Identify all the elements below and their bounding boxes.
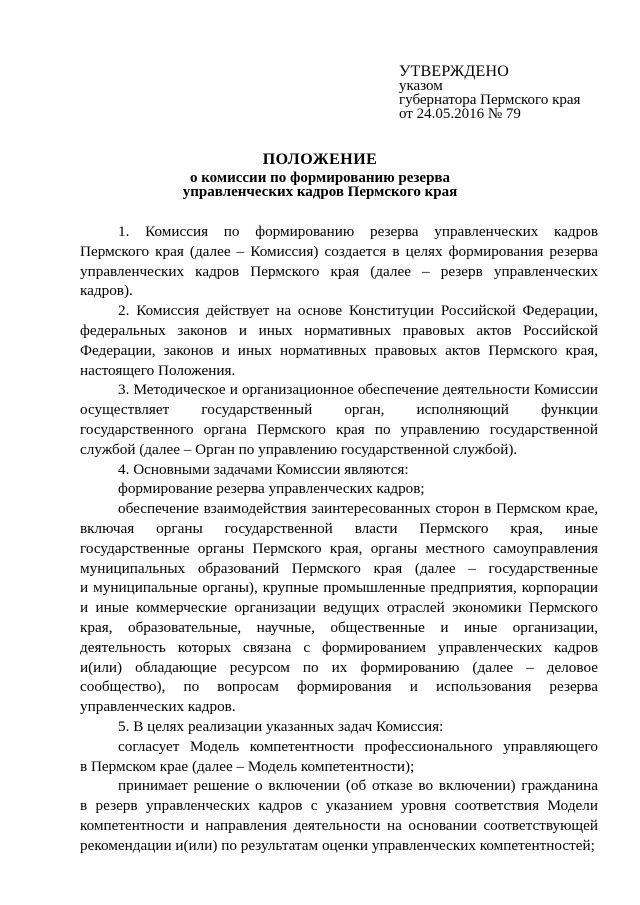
paragraph-line: 1. Комиссия по формированию резерва управленческих кадров bbox=[118, 223, 598, 240]
paragraph-line: муниципальных образований Пермского края (далее – государственные bbox=[80, 559, 598, 577]
paragraph-line: рекомендации и(или) по результатам оценки управленческих компетентностей; bbox=[80, 836, 595, 854]
paragraph-line: сообщество), по вопросам формирования и использования резерва bbox=[80, 678, 598, 696]
paragraph-line: настоящего Положения. bbox=[80, 361, 236, 379]
paragraph-line: федеральных законов и иных нормативных правовых актов Российской bbox=[80, 321, 598, 339]
paragraph-line: государственные органы Пермского края, органы местного самоуправления bbox=[80, 539, 598, 557]
paragraph-line: Пермского края (далее – Комиссия) создается в целях формирования резерва bbox=[80, 242, 598, 260]
paragraph-line: государственного органа Пермского края по управлению государственной bbox=[80, 420, 598, 438]
paragraph-line: компетентности и направления деятельности на основании соответствующей bbox=[80, 816, 598, 834]
paragraph-line: и муниципальные органы), крупные промышленные предприятия, корпорации bbox=[80, 579, 598, 597]
paragraph-line: принимает решение о включении (об отказе во включении) гражданина bbox=[118, 777, 598, 795]
approval-line: губернатора Пермского края bbox=[399, 92, 581, 108]
subtitle-line: о комиссии по формированию резерва bbox=[189, 170, 451, 186]
paragraph-line: управленческих кадров Пермского края (далее – резерв управленческих bbox=[80, 262, 598, 280]
approval-heading: УТВЕРЖДЕНО bbox=[399, 63, 510, 80]
paragraph-line: 2. Комиссия действует на основе Конституции Российской Федерации, bbox=[118, 302, 598, 320]
paragraph-line: 3. Методическое и организационное обеспечение деятельности Комиссии bbox=[118, 381, 598, 399]
paragraph-line: края, образовательные, научные, общественные и иные организации, bbox=[80, 618, 598, 636]
paragraph-line: и иные коммерческие организации ведущих отраслей экономики Пермского bbox=[80, 599, 598, 617]
paragraph-line: службой (далее – Орган по управлению государственной службой). bbox=[80, 440, 518, 458]
paragraph-line: кадров). bbox=[80, 282, 133, 300]
paragraph-line: управленческих кадров. bbox=[80, 698, 236, 716]
paragraph-line: 5. В целях реализации указанных задач Комиссия: bbox=[118, 717, 444, 735]
document-body bbox=[80, 222, 598, 856]
paragraph-line: и(или) обладающие ресурсом по их формированию (далее – деловое bbox=[80, 658, 598, 676]
paragraph-line: обеспечение взаимодействия заинтересованных сторон в Пермском крае, bbox=[118, 500, 598, 518]
approval-stamp bbox=[399, 64, 580, 121]
paragraph-line: деятельность которых связана с формированием управленческих кадров bbox=[80, 638, 598, 656]
paragraph-line: в Пермском крае (далее – Модель компетентности); bbox=[80, 757, 415, 775]
paragraph-line: Федерации, законов и иных нормативных правовых актов Пермского края, bbox=[80, 341, 598, 359]
paragraph-line: в резерв управленческих кадров с указанием уровня соответствия Модели bbox=[80, 797, 598, 815]
paragraph-line: формирование резерва управленческих кадров; bbox=[118, 480, 425, 498]
paragraph-line: 4. Основными задачами Комиссии являются: bbox=[118, 460, 409, 478]
document-subtitle bbox=[0, 171, 640, 199]
paragraph-line: включая органы государственной власти Пермского края, иные bbox=[80, 519, 598, 537]
paragraph-line: согласует Модель компетентности профессионального управляющего bbox=[118, 737, 598, 755]
document-title: ПОЛОЖЕНИЕ bbox=[262, 151, 378, 168]
subtitle-line: управленческих кадров Пермского края bbox=[182, 184, 458, 200]
approval-line: от 24.05.2016 № 79 bbox=[399, 106, 521, 122]
approval-line: указом bbox=[399, 78, 443, 94]
paragraph-line: осуществляет государственный орган, исполняющий функции bbox=[80, 401, 598, 419]
